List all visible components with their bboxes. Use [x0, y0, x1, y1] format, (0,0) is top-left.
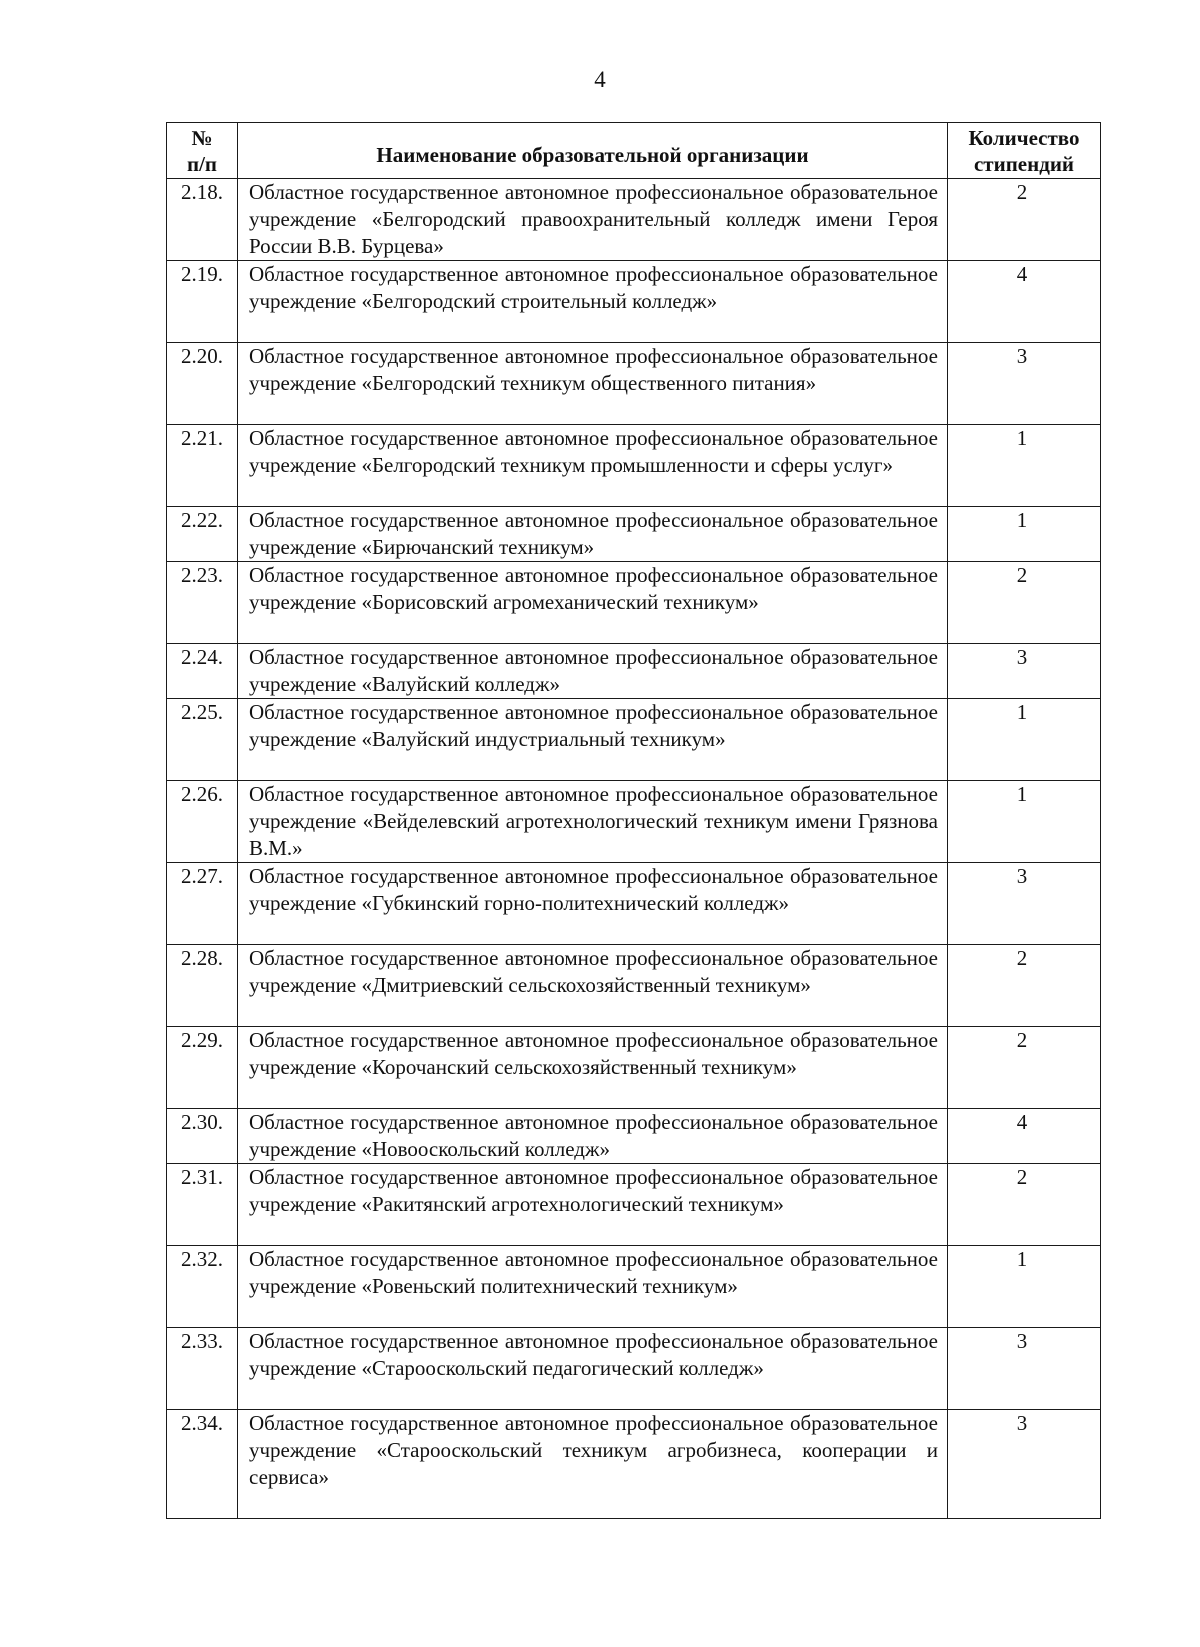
- row-number: 2.27.: [167, 863, 238, 945]
- organization-name: Областное государственное автономное профессиональное образовательное учреждение «Новооскольский колледж»: [238, 1109, 948, 1164]
- table-row: [167, 1164, 1101, 1246]
- organization-name: Областное государственное автономное профессиональное образовательное учреждение «Ровеньский политехнический техникум»: [238, 1246, 948, 1328]
- row-number: 2.28.: [167, 945, 238, 1027]
- table-row: [167, 644, 1101, 699]
- organization-name: Областное государственное автономное профессиональное образовательное учреждение «Старооскольский педагогический колледж»: [238, 1328, 948, 1410]
- row-number: 2.30.: [167, 1109, 238, 1164]
- row-number: 2.26.: [167, 781, 238, 863]
- row-number: 2.21.: [167, 425, 238, 507]
- row-number: 2.22.: [167, 507, 238, 562]
- scholarship-count: 1: [948, 699, 1101, 781]
- scholarship-count: 2: [948, 1027, 1101, 1109]
- organization-name: Областное государственное автономное профессиональное образовательное учреждение «Вейделевский агротехнологический техникум имени Грязнова В.М.»: [238, 781, 948, 863]
- header-scholarship-count: Количество стипендий: [948, 123, 1101, 179]
- table-header-row: [167, 123, 1101, 179]
- table-row: [167, 1246, 1101, 1328]
- header-organization-name: [238, 123, 948, 179]
- organization-name: Областное государственное автономное профессиональное образовательное учреждение «Ракитянский агротехнологический техникум»: [238, 1164, 948, 1246]
- table-row: [167, 507, 1101, 562]
- row-number: 2.31.: [167, 1164, 238, 1246]
- row-number: 2.33.: [167, 1328, 238, 1410]
- table-row: [167, 1027, 1101, 1109]
- organization-name: Областное государственное автономное профессиональное образовательное учреждение «Валуйский колледж»: [238, 644, 948, 699]
- organization-name: Областное государственное автономное профессиональное образовательное учреждение «Корочанский сельскохозяйственный техникум»: [238, 1027, 948, 1109]
- table-row: [167, 1109, 1101, 1164]
- organization-name: Областное государственное автономное профессиональное образовательное учреждение «Борисовский агромеханический техникум»: [238, 562, 948, 644]
- scholarship-count: 1: [948, 781, 1101, 863]
- scholarship-count: 2: [948, 1164, 1101, 1246]
- scholarship-count: 4: [948, 1109, 1101, 1164]
- organization-name: Областное государственное автономное профессиональное образовательное учреждение «Дмитриевский сельскохозяйственный техникум»: [238, 945, 948, 1027]
- row-number: 2.32.: [167, 1246, 238, 1328]
- table-row: [167, 781, 1101, 863]
- scholarship-count: 2: [948, 945, 1101, 1027]
- scholarship-table: [166, 122, 1101, 1519]
- row-number: 2.20.: [167, 343, 238, 425]
- scholarship-count: 1: [948, 507, 1101, 562]
- scholarship-count: 1: [948, 425, 1101, 507]
- scholarship-count: 3: [948, 1410, 1101, 1519]
- table-row: [167, 863, 1101, 945]
- table-row: [167, 1410, 1101, 1519]
- row-number: 2.25.: [167, 699, 238, 781]
- row-number: 2.29.: [167, 1027, 238, 1109]
- header-number: № п/п: [167, 123, 238, 179]
- scholarship-count: 3: [948, 343, 1101, 425]
- organization-name: Областное государственное автономное профессиональное образовательное учреждение «Белгородский строительный колледж»: [238, 261, 948, 343]
- table-row: [167, 179, 1101, 261]
- scholarship-count: 4: [948, 261, 1101, 343]
- organization-name: Областное государственное автономное профессиональное образовательное учреждение «Белгородский техникум промышленности и сферы услуг»: [238, 425, 948, 507]
- row-number: 2.18.: [167, 179, 238, 261]
- organization-name: Областное государственное автономное профессиональное образовательное учреждение «Бирючанский техникум»: [238, 507, 948, 562]
- header-organization-name-text: Наименование образовательной организации: [376, 142, 809, 167]
- organization-name: Областное государственное автономное профессиональное образовательное учреждение «Старооскольский техникум агробизнеса, кооперации и сервиса»: [238, 1410, 948, 1519]
- scholarship-count: 2: [948, 179, 1101, 261]
- organization-name: Областное государственное автономное профессиональное образовательное учреждение «Губкинский горно-политехнический колледж»: [238, 863, 948, 945]
- table-row: [167, 945, 1101, 1027]
- row-number: 2.24.: [167, 644, 238, 699]
- table-row: [167, 425, 1101, 507]
- scholarship-count: 2: [948, 562, 1101, 644]
- row-number: 2.19.: [167, 261, 238, 343]
- row-number: 2.23.: [167, 562, 238, 644]
- table-row: [167, 562, 1101, 644]
- page-number: 4: [594, 67, 606, 92]
- table-row: [167, 699, 1101, 781]
- organization-name: Областное государственное автономное профессиональное образовательное учреждение «Валуйский индустриальный техникум»: [238, 699, 948, 781]
- table-row: [167, 343, 1101, 425]
- table-row: [167, 1328, 1101, 1410]
- scholarship-count: 3: [948, 644, 1101, 699]
- scholarship-count: 3: [948, 863, 1101, 945]
- scholarship-count: 3: [948, 1328, 1101, 1410]
- scholarship-count: 1: [948, 1246, 1101, 1328]
- organization-name: Областное государственное автономное профессиональное образовательное учреждение «Белгородский правоохранительный колледж имени Героя России В.В. Бурцева»: [238, 179, 948, 261]
- organization-name: Областное государственное автономное профессиональное образовательное учреждение «Белгородский техникум общественного питания»: [238, 343, 948, 425]
- table-row: [167, 261, 1101, 343]
- row-number: 2.34.: [167, 1410, 238, 1519]
